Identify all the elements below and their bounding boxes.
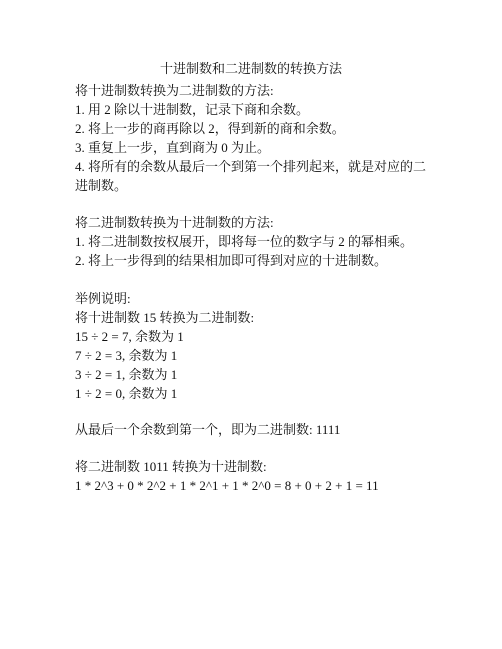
example-binary-intro: 将二进制数 1011 转换为十进制数: bbox=[75, 459, 267, 474]
section1-step-4-continued: 进制数。 bbox=[75, 178, 128, 193]
section2-step-1: 1. 将二进制数按权展开，即将每一位的数字与 2 的幂相乘。 bbox=[75, 234, 414, 249]
example-decimal-intro: 将十进制数 15 转换为二进制数: bbox=[75, 310, 255, 325]
example-binary-calc: 1 * 2^3 + 0 * 2^2 + 1 * 2^1 + 1 * 2^0 = 8 + 0 + 2 + 1 = 11 bbox=[75, 478, 379, 493]
section2-heading: 将二进制数转换为十进制数的方法: bbox=[75, 215, 274, 230]
document-title: 十进制数和二进制数的转换方法 bbox=[159, 61, 342, 76]
section1-step-3: 3. 重复上一步，直到商为 0 为止。 bbox=[75, 140, 271, 155]
section1-step-1: 1. 用 2 除以十进制数，记录下商和余数。 bbox=[75, 102, 310, 117]
example-division-4: 1 ÷ 2 = 0, 余数为 1 bbox=[75, 386, 178, 401]
example-division-2: 7 ÷ 2 = 3, 余数为 1 bbox=[75, 348, 178, 363]
section1-step-4: 4. 将所有的余数从最后一个到第一个排列起来，就是对应的二 bbox=[75, 159, 427, 174]
example-division-1: 15 ÷ 2 = 7, 余数为 1 bbox=[75, 329, 184, 344]
section1-step-2: 2. 将上一步的商再除以 2，得到新的商和余数。 bbox=[75, 121, 345, 136]
example-heading: 举例说明: bbox=[75, 291, 131, 306]
example-decimal-result: 从最后一个余数到第一个，即为二进制数: 1111 bbox=[75, 422, 341, 437]
section2-step-2: 2. 将上一步得到的结果相加即可得到对应的十进制数。 bbox=[75, 253, 388, 268]
section1-heading: 将十进制数转换为二进制数的方法: bbox=[75, 83, 274, 98]
example-division-3: 3 ÷ 2 = 1, 余数为 1 bbox=[75, 367, 178, 382]
